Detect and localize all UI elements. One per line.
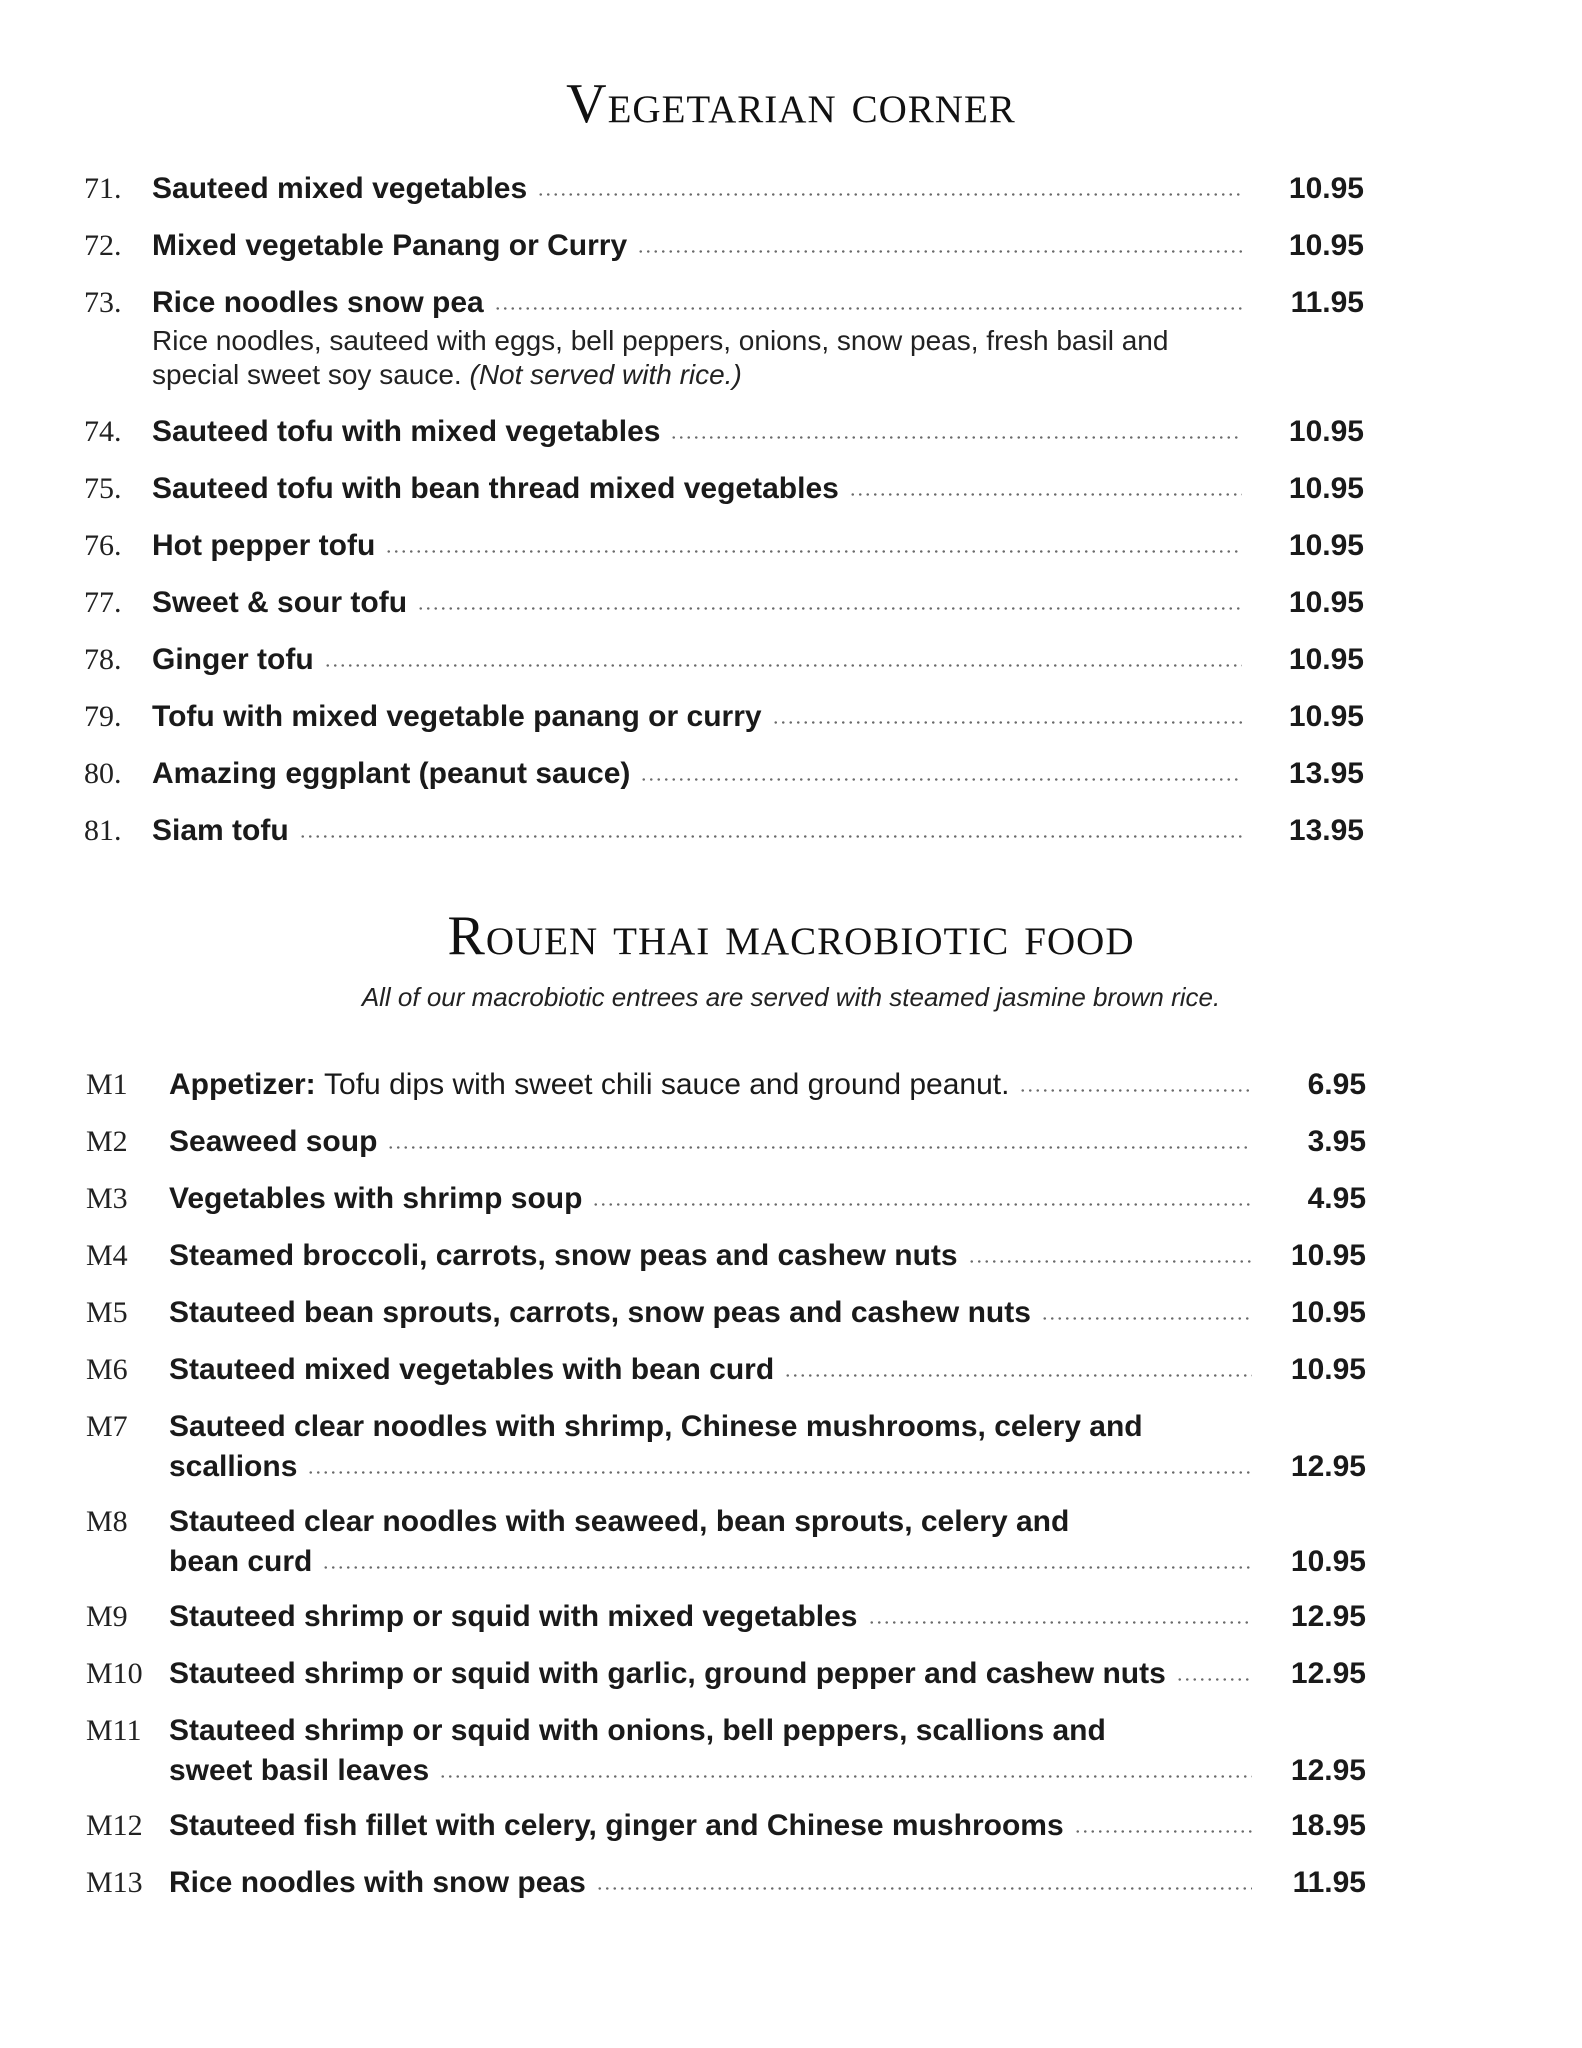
item-price: 10.95 [1288,472,1364,505]
dot-leader [322,1566,1252,1569]
item-label: Appetizer: [169,1068,316,1101]
item-name: Stauteed mixed vegetables with bean curd [169,1353,775,1386]
item-number: M5 [86,1296,128,1329]
item-name: Rice noodles with snow peas [169,1866,586,1899]
item-name: Stauteed fish fillet with celery, ginger and Chinese mushrooms [169,1809,1064,1842]
dot-leader [637,250,1242,253]
dot-leader [868,1621,1253,1624]
item-line [169,1864,1262,1902]
description-line: Rice noodles, sauteed with eggs, bell peppers, onions, snow peas, fresh basil and [152,325,1169,356]
macrobiotic-section-title: Rouen thai macrobiotic food [447,905,1135,967]
item-price: 10.95 [1288,415,1364,448]
item-number: 77. [84,586,122,619]
item-price: 11.95 [1292,1866,1366,1899]
item-price: 10.95 [1288,700,1364,733]
item-line [152,413,1252,451]
dot-leader [670,436,1242,439]
item-price: 3.95 [1307,1125,1366,1158]
item-name-line1: Stauteed shrimp or squid with onions, bell peppers, scallions and [169,1714,1106,1747]
dot-leader [439,1775,1252,1778]
item-price: 10.95 [1290,1239,1366,1272]
dot-leader [1041,1317,1252,1320]
dot-leader [494,307,1242,310]
item-number: M11 [86,1714,142,1747]
item-name-line1: Sauteed clear noodles with shrimp, Chinese mushrooms, celery and [169,1410,1143,1443]
item-line [152,812,1252,850]
item-price: 12.95 [1290,1657,1366,1690]
item-description [152,324,1168,392]
dot-leader [537,193,1242,196]
item-number: M2 [86,1125,128,1158]
item-name-text: Tofu dips with sweet chili sauce and ground peanut. [324,1068,1010,1101]
item-price: 12.95 [1290,1600,1366,1633]
dot-leader [1176,1678,1252,1681]
description-line [152,358,1168,392]
item-price: 18.95 [1290,1809,1366,1842]
description-text: special sweet soy sauce. [152,359,462,390]
item-name: Ginger tofu [152,643,314,676]
item-name: Sauteed tofu with mixed vegetables [152,415,661,448]
item-line [169,1598,1262,1636]
dot-leader [640,778,1242,781]
item-line [152,641,1252,679]
item-number: M7 [86,1410,128,1443]
item-name: Rice noodles snow pea [152,286,484,319]
item-line [169,1807,1262,1845]
dot-leader [592,1203,1252,1206]
item-number: 79. [84,700,122,733]
item-name: Sauteed tofu with bean thread mixed vegetables [152,472,839,505]
item-price: 10.95 [1290,1545,1366,1578]
item-name: Stauteed shrimp or squid with mixed vegetables [169,1600,858,1633]
item-name: Mixed vegetable Panang or Curry [152,229,628,262]
item-price: 10.95 [1288,529,1364,562]
vegetarian-section-title: Vegetarian corner [566,73,1016,135]
item-number: 76. [84,529,122,562]
item-number: 78. [84,643,122,676]
description-note: (Not served with rice.) [469,359,742,390]
item-price: 4.95 [1307,1182,1366,1215]
item-name: Tofu with mixed vegetable panang or curry [152,700,762,733]
item-price: 10.95 [1288,172,1364,205]
item-number: 75. [84,472,122,505]
dot-leader [849,493,1242,496]
item-line [169,1294,1262,1332]
item-number: 73. [84,286,122,319]
item-name-line1: Stauteed clear noodles with seaweed, bean sprouts, celery and [169,1505,1070,1538]
macrobiotic-subtitle: All of our macrobiotic entrees are served with steamed jasmine brown rice. [361,982,1221,1012]
item-name-line2: bean curd [169,1545,313,1578]
item-line [152,584,1252,622]
item-name: Stauteed bean sprouts, carrots, snow peas and cashew nuts [169,1296,1031,1329]
item-line [169,1180,1262,1218]
item-line [152,698,1252,736]
item-number: M3 [86,1182,128,1215]
item-line [169,1448,1262,1486]
item-price: 10.95 [1290,1353,1366,1386]
item-line [152,284,1252,322]
item-number: 81. [84,814,122,847]
item-line [152,755,1252,793]
dot-leader [784,1374,1252,1377]
item-name: Sauteed mixed vegetables [152,172,528,205]
item-line [152,527,1252,565]
item-price: 13.95 [1288,757,1364,790]
dot-leader [1074,1830,1252,1833]
item-name: Seaweed soup [169,1125,378,1158]
item-line [152,170,1252,208]
item-price: 10.95 [1288,586,1364,619]
item-line [169,1237,1262,1275]
item-number: M9 [86,1600,128,1633]
item-line [152,470,1252,508]
dot-leader [1019,1089,1252,1092]
item-number: 74. [84,415,122,448]
item-number: M12 [86,1809,143,1842]
item-number: M1 [86,1068,128,1101]
item-name: Sweet & sour tofu [152,586,408,619]
dot-leader [307,1471,1252,1474]
item-name: Vegetables with shrimp soup [169,1182,583,1215]
item-price: 12.95 [1290,1754,1366,1787]
item-name: Amazing eggplant (peanut sauce) [152,757,631,790]
dot-leader [417,607,1242,610]
item-price: 13.95 [1288,814,1364,847]
item-number: 71. [84,172,122,205]
dot-leader [324,664,1242,667]
item-price: 10.95 [1290,1296,1366,1329]
item-price: 12.95 [1290,1450,1366,1483]
item-price: 10.95 [1288,643,1364,676]
item-name-line2: sweet basil leaves [169,1754,430,1787]
item-line [169,1066,1262,1104]
dot-leader [387,1146,1252,1149]
dot-leader [299,835,1242,838]
item-number: M6 [86,1353,128,1386]
item-number: M8 [86,1505,128,1538]
item-line [169,1752,1262,1790]
item-number: M4 [86,1239,128,1272]
item-name-line2: scallions [169,1450,298,1483]
item-name: Stauteed shrimp or squid with garlic, ground pepper and cashew nuts [169,1657,1166,1690]
item-line [152,227,1252,265]
item-line [169,1543,1262,1581]
item-name [169,1066,1009,1104]
item-name: Siam tofu [152,814,289,847]
item-name: Steamed broccoli, carrots, snow peas and cashew nuts [169,1239,958,1272]
item-name: Hot pepper tofu [152,529,376,562]
dot-leader [385,550,1242,553]
dot-leader [968,1260,1252,1263]
item-price: 11.95 [1290,286,1364,319]
item-line [169,1351,1262,1389]
item-price: 10.95 [1288,229,1364,262]
item-number: 80. [84,757,122,790]
item-line [169,1123,1262,1161]
item-number: M13 [86,1866,143,1899]
dot-leader [772,721,1242,724]
item-price: 6.95 [1307,1068,1366,1101]
item-number: M10 [86,1657,143,1690]
item-number: 72. [84,229,122,262]
dot-leader [596,1887,1252,1890]
item-line [169,1655,1262,1693]
